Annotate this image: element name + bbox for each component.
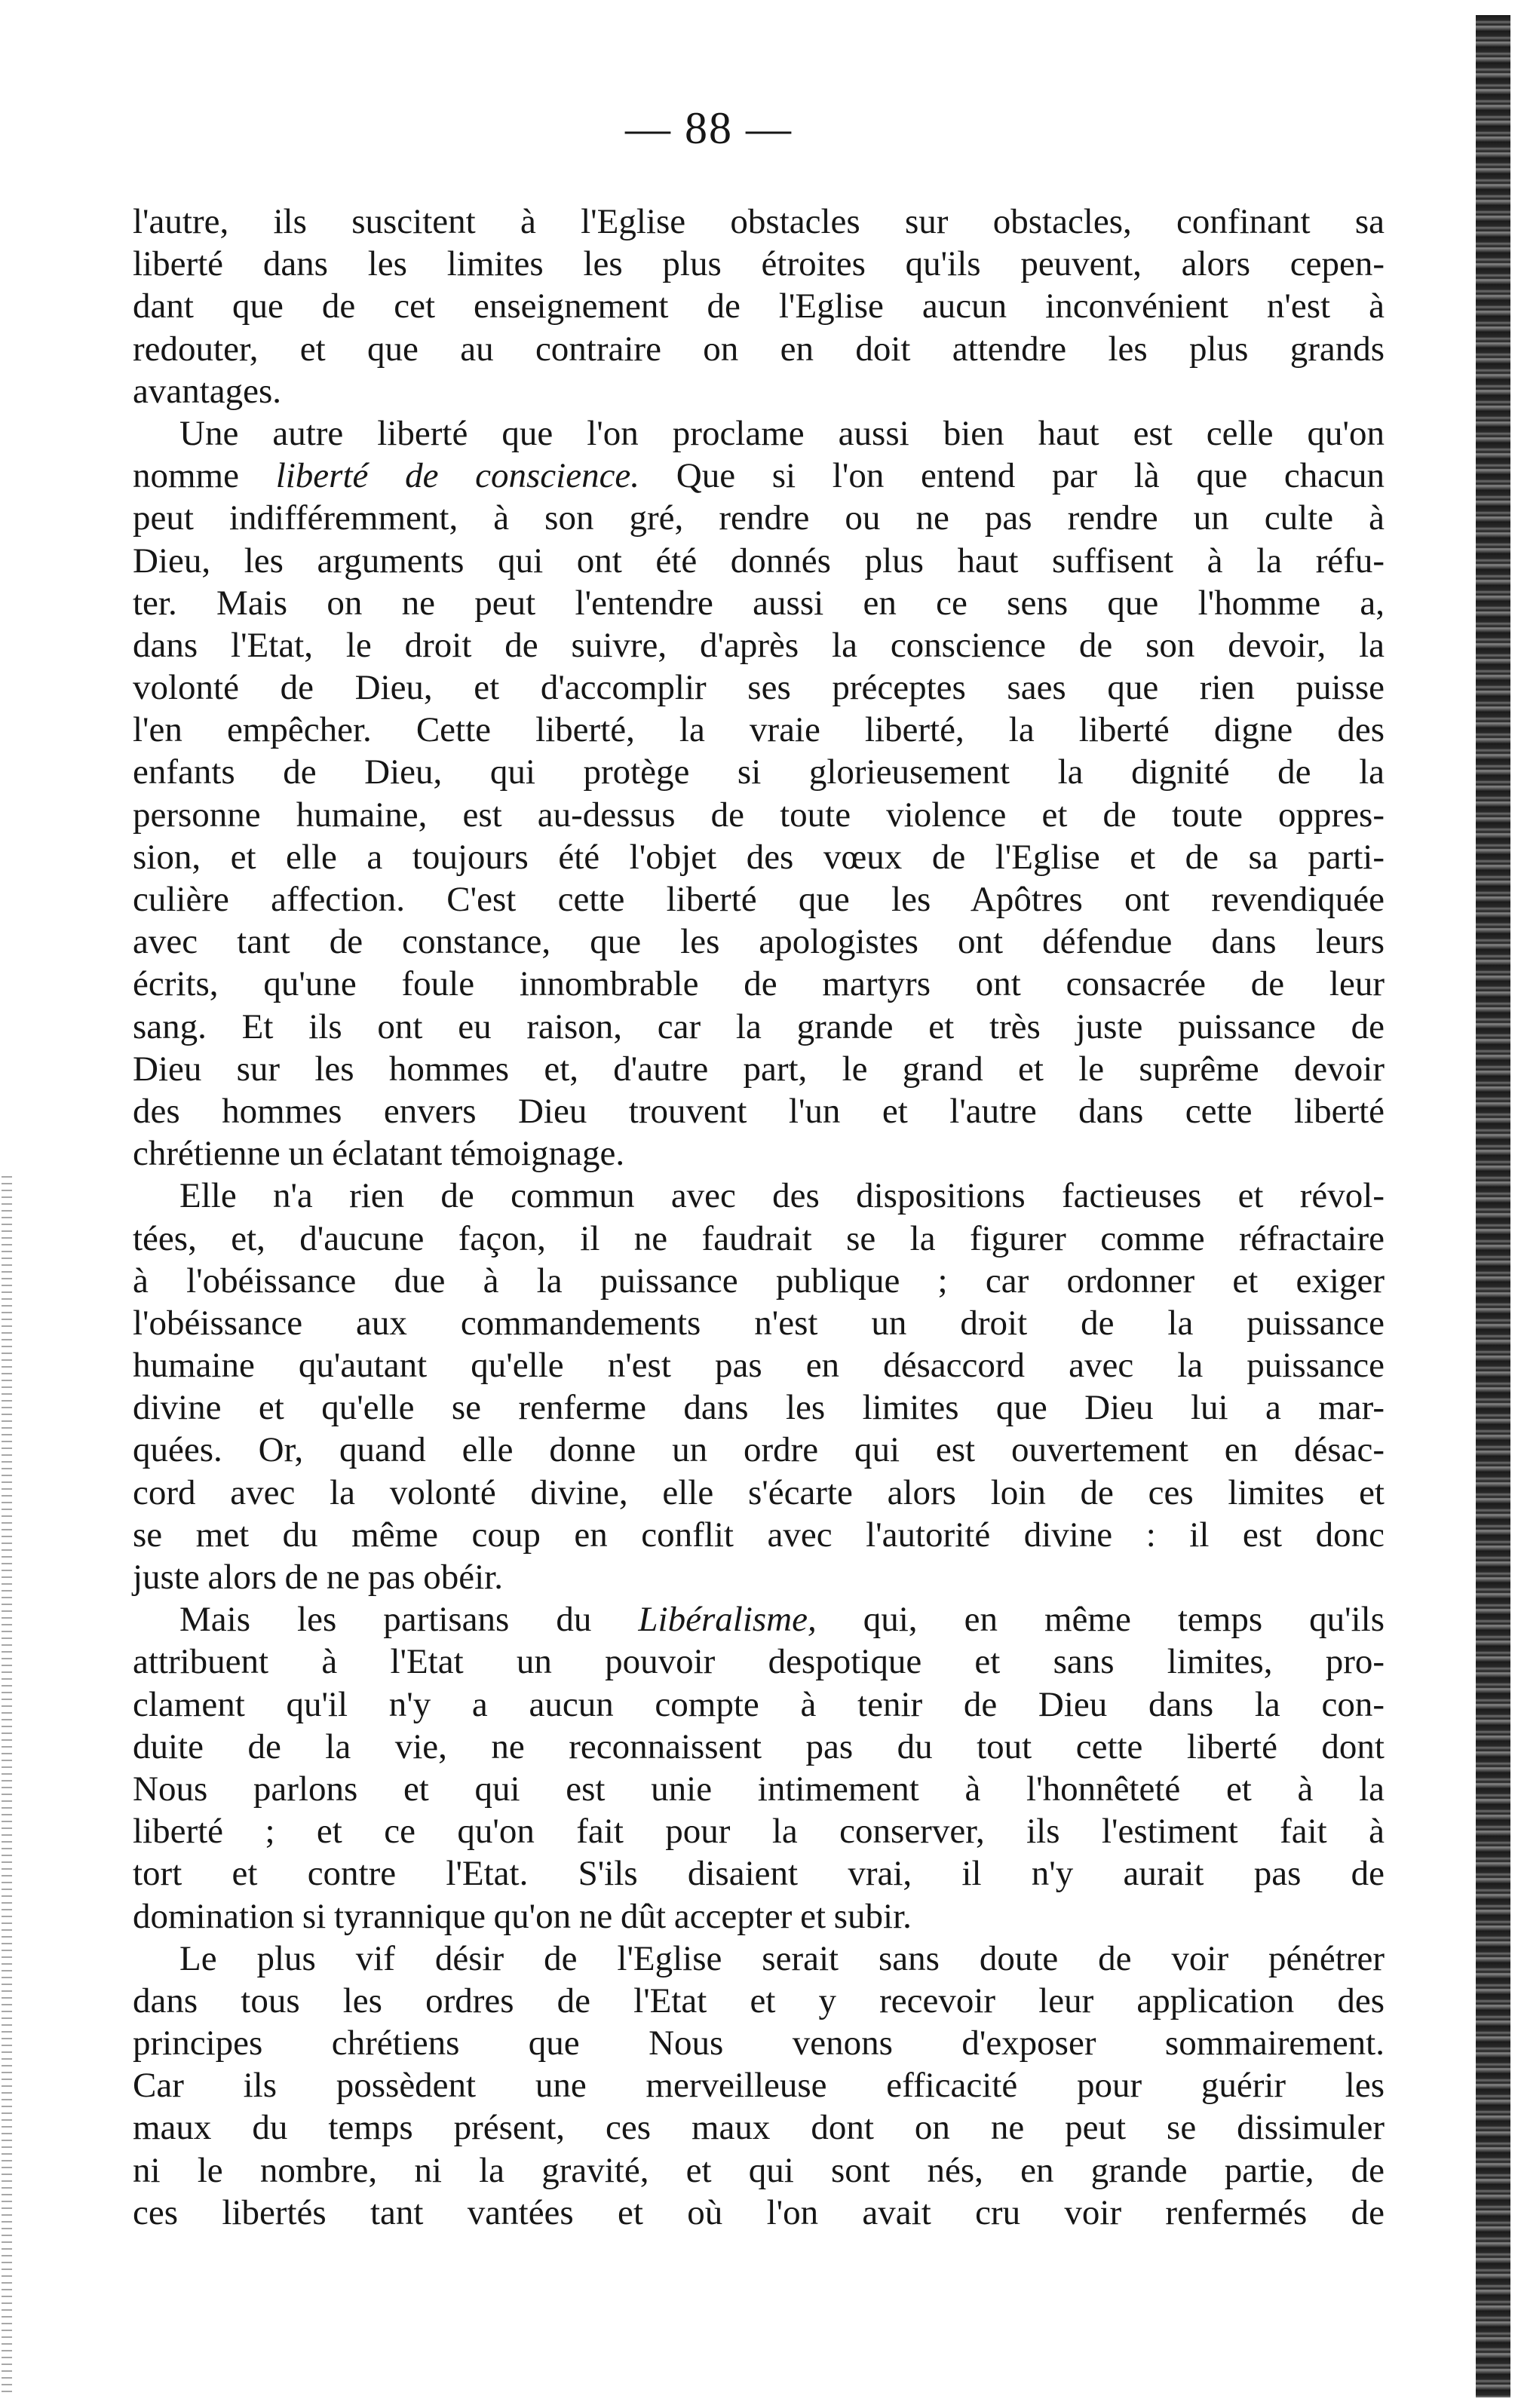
text-line [133,455,1385,497]
italic-term: Libéralisme, [638,1600,817,1640]
text-line: peut indifféremment, à son gré, rendre ou ne pas rendre un culte à [133,498,1385,538]
text-line [133,1598,1385,1641]
text-line: principes chrétiens que Nous venons d'exposer sommairement. [133,2024,1385,2063]
text-line: ni le nombre, ni la gravité, et qui sont nés, en grande partie, de [133,2150,1385,2190]
text-line: attribuent à l'Etat un pouvoir despotique et sans limites, pro- [133,1642,1385,1682]
text-line: divine et qu'elle se renferme dans les limites que Dieu lui a mar- [133,1388,1385,1428]
text-line: cord avec la volonté divine, elle s'écarte alors loin de ces limites et [133,1472,1385,1512]
text-line: avantages. [133,371,282,411]
text-line: à l'obéissance due à la puissance publique ; car ordonner et exiger [133,1261,1385,1301]
text-line: des hommes envers Dieu trouvent l'un et l'autre dans cette liberté [133,1091,1385,1131]
text-line: dant que de cet enseignement de l'Eglise aucun inconvénient n'est à [133,286,1385,326]
text-line: Dieu, les arguments qui ont été donnés plus haut suffisent à la réfu- [133,541,1385,581]
text-line: écrits, qu'une foule innombrable de martyrs ont consacrée de leur [133,964,1385,1004]
text-line-segment: nomme [133,456,276,496]
text-line: dans l'Etat, le droit de suivre, d'après la conscience de son devoir, la [133,625,1385,665]
text-line: Elle n'a rien de commun avec des dispositions factieuses et révol- [179,1176,1385,1216]
text-line: clament qu'il n'y a aucun compte à tenir de Dieu dans la con- [133,1684,1385,1724]
text-line: duite de la vie, ne reconnaissent pas du tout cette liberté dont [133,1726,1385,1766]
text-line: se met du même coup en conflit avec l'autorité divine : il est donc [133,1515,1385,1555]
text-line: Une autre liberté que l'on proclame aussi bien haut est celle qu'on [179,413,1385,453]
text-line: sion, et elle a toujours été l'objet des vœux de l'Eglise et de sa parti- [133,837,1385,877]
body-text [133,201,1385,2234]
text-line: Nous parlons et qui est unie intimement à l'honnêteté et à la [133,1769,1385,1809]
text-line: volonté de Dieu, et d'accomplir ses préceptes saes que rien puisse [133,668,1385,708]
text-line-segment: qui, en même temps qu'ils [816,1600,1385,1640]
text-line: juste alors de ne pas obéir. [133,1558,503,1597]
text-line: maux du temps présent, ces maux dont on ne peut se dissimuler [133,2108,1385,2148]
text-line: humaine qu'autant qu'elle n'est pas en désaccord avec la puissance [133,1346,1385,1386]
text-line: Dieu sur les hommes et, d'autre part, le grand et le suprême devoir [133,1049,1385,1089]
text-line: personne humaine, est au-dessus de toute violence et de toute oppres- [133,795,1385,835]
text-line: liberté ; et ce qu'on fait pour la conserver, ils l'estiment fait à [133,1812,1385,1852]
text-line: dans tous les ordres de l'Etat et y recevoir leur application des [133,1981,1385,2020]
text-line: tort et contre l'Etat. S'ils disaient vrai, il n'y aurait pas de [133,1854,1385,1894]
text-line: chrétienne un éclatant témoignage. [133,1134,625,1174]
text-line: tées, et, d'aucune façon, il ne faudrait se la figurer comme réfractaire [133,1218,1385,1258]
text-line: Car ils possèdent une merveilleuse efficacité pour guérir les [133,2066,1385,2106]
text-line: liberté dans les limites les plus étroites qu'ils peuvent, alors cepen- [133,244,1385,284]
text-line-segment: Mais les partisans du [179,1600,639,1640]
text-line: l'obéissance aux commandements n'est un droit de la puissance [133,1303,1385,1343]
text-line: sang. Et ils ont eu raison, car la grande et très juste puissance de [133,1006,1385,1046]
text-line: Le plus vif désir de l'Eglise serait sans doute de voir pénétrer [179,1938,1385,1978]
text-line: redouter, et que au contraire on en doit attendre les plus grands [133,329,1385,369]
text-line-segment: Que si l'on entend par là que chacun [639,456,1385,496]
text-line: domination si tyrannique qu'on ne dût accepter et subir. [133,1896,912,1936]
text-line: quées. Or, quand elle donne un ordre qui est ouvertement en désac- [133,1430,1385,1470]
text-line: ces libertés tant vantées et où l'on avait cru voir renfermés de [133,2192,1385,2232]
text-line: l'en empêcher. Cette liberté, la vraie liberté, la liberté digne des [133,710,1385,750]
text-line: culière affection. C'est cette liberté que les Apôtres ont revendiquée [133,880,1385,919]
text-line: enfants de Dieu, qui protège si glorieusement la dignité de la [133,752,1385,792]
scanned-page-edge-right [1476,15,1510,2397]
scanned-page-edge-left [2,1176,12,2397]
page-number: — 88 — [625,103,793,153]
text-line: ter. Mais on ne peut l'entendre aussi en ce sens que l'homme a, [133,583,1385,623]
italic-term: liberté de conscience. [275,456,640,496]
text-line: avec tant de constance, que les apologistes ont défendue dans leurs [133,922,1385,962]
text-line: l'autre, ils suscitent à l'Eglise obstacles sur obstacles, confinant sa [133,202,1385,241]
